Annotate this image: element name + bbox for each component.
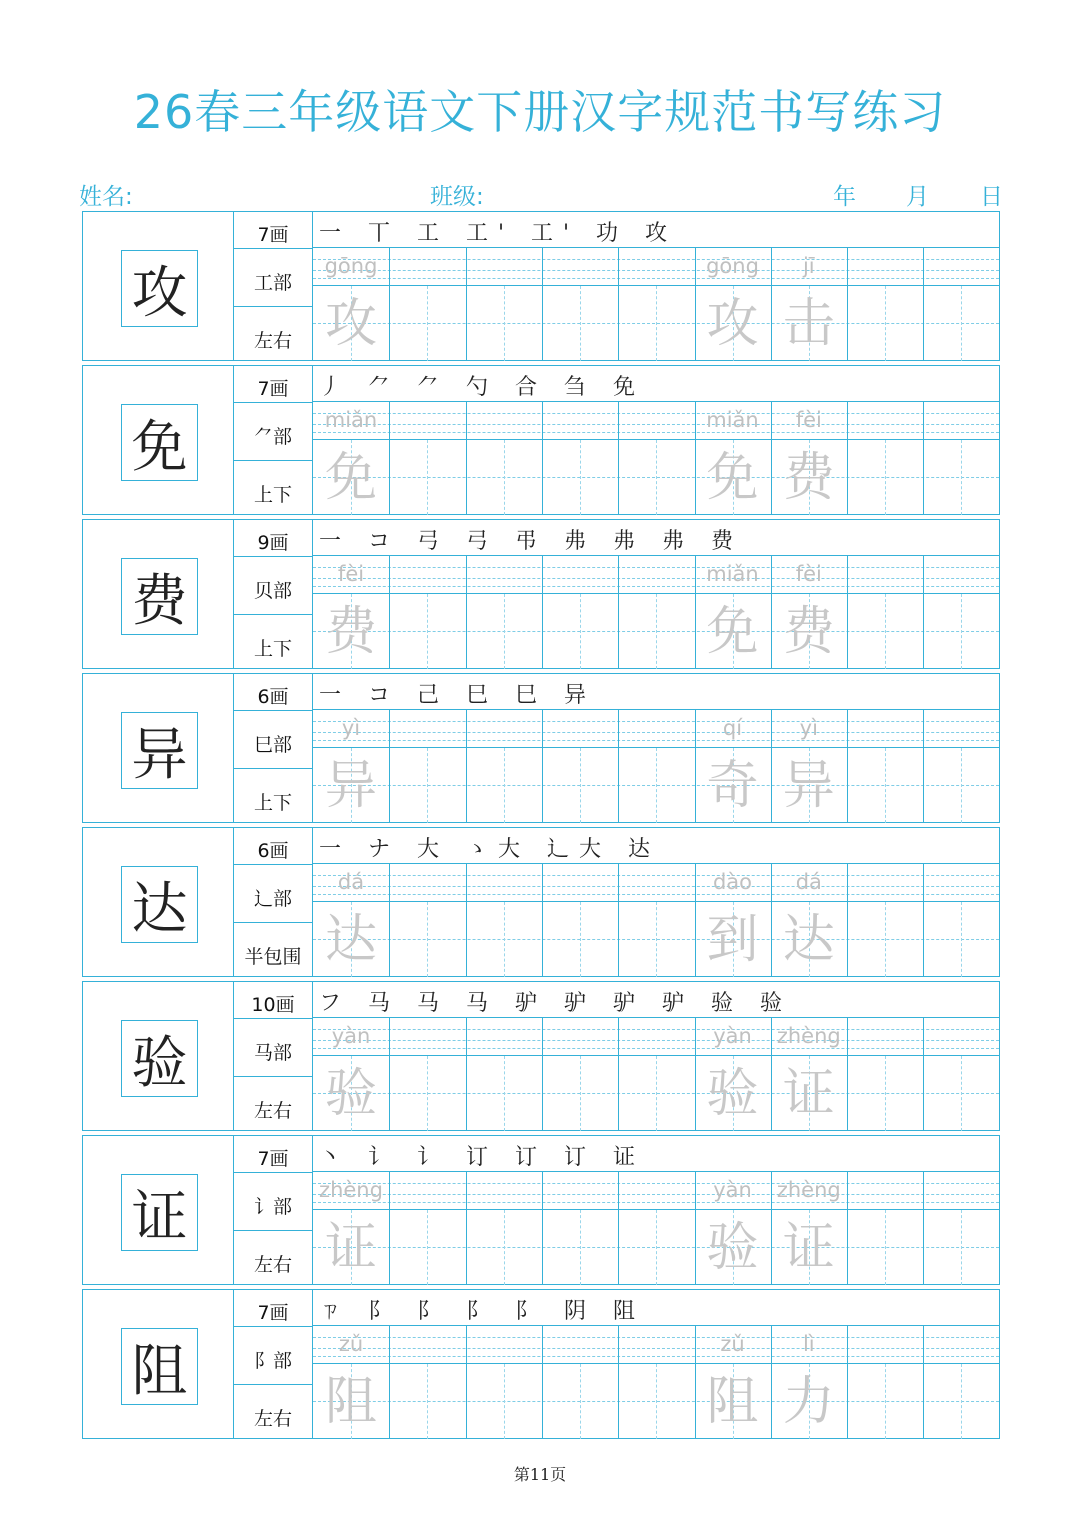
radical: 辶部 xyxy=(253,888,292,910)
stroke-count: 9画 xyxy=(257,532,289,554)
word-char-2: 击 xyxy=(782,294,835,354)
writing-grid xyxy=(312,827,1000,977)
word-pinyin-2: zhèng xyxy=(776,1024,841,1048)
stroke-count: 7画 xyxy=(257,224,289,246)
stroke-order: 丿 ⺈ ⺈ 勺 合 刍 免 xyxy=(319,374,645,400)
word-pinyin-1: dào xyxy=(712,870,753,894)
model-char: 费 xyxy=(121,558,198,635)
model-char-cell xyxy=(82,1289,234,1439)
structure: 左右 xyxy=(253,1100,292,1122)
pinyin-trace: zhèng xyxy=(319,1178,383,1202)
char-meta xyxy=(234,519,312,669)
char-trace: 费 xyxy=(324,602,377,662)
word-char-2: 费 xyxy=(782,448,835,508)
writing-grid xyxy=(312,365,1000,515)
pinyin-trace: gōng xyxy=(324,254,378,278)
radical: ⺈部 xyxy=(253,426,292,448)
char-meta xyxy=(234,981,312,1131)
char-block xyxy=(82,827,1000,979)
stroke-order: ㄗ 阝 阝 阝 阝 阴 阻 xyxy=(319,1298,645,1324)
char-block xyxy=(82,1135,1000,1287)
radical: 阝部 xyxy=(253,1350,292,1372)
word-char-2: 力 xyxy=(782,1372,835,1432)
model-char: 异 xyxy=(121,712,198,789)
stroke-count: 6画 xyxy=(257,686,289,708)
model-char: 达 xyxy=(121,866,198,943)
writing-grid xyxy=(312,1289,1000,1439)
char-trace: 阻 xyxy=(324,1372,377,1432)
name-label: 姓名: xyxy=(79,184,133,210)
model-char-cell xyxy=(82,1135,234,1285)
structure: 上下 xyxy=(253,484,292,506)
char-trace: 达 xyxy=(324,910,377,970)
stroke-order: 丶 讠 讠 订 订 订 证 xyxy=(319,1144,645,1170)
word-pinyin-1: yàn xyxy=(713,1024,752,1048)
word-char-1: 免 xyxy=(706,448,759,508)
word-char-2: 证 xyxy=(782,1218,835,1278)
model-char-cell xyxy=(82,519,234,669)
word-char-1: 免 xyxy=(706,602,759,662)
word-pinyin-2: yì xyxy=(799,716,818,740)
char-trace: 异 xyxy=(324,756,377,816)
stroke-count: 10画 xyxy=(251,994,295,1016)
radical: 工部 xyxy=(253,272,292,294)
model-char: 阻 xyxy=(121,1328,198,1405)
pinyin-trace: miǎn xyxy=(324,408,378,432)
char-meta xyxy=(234,673,312,823)
writing-grid xyxy=(312,1135,1000,1285)
char-block xyxy=(82,673,1000,825)
word-pinyin-1: gōng xyxy=(706,254,759,278)
pinyin-trace: dá xyxy=(337,870,365,894)
radical: 马部 xyxy=(253,1042,292,1064)
char-meta xyxy=(234,365,312,515)
word-char-1: 验 xyxy=(706,1218,759,1278)
page-number: 第11页 xyxy=(513,1465,567,1484)
radical: 讠部 xyxy=(253,1196,292,1218)
model-char-cell xyxy=(82,981,234,1131)
word-char-1: 奇 xyxy=(706,756,759,816)
pinyin-trace: yàn xyxy=(331,1024,371,1048)
stroke-count: 6画 xyxy=(257,840,289,862)
stroke-count: 7画 xyxy=(257,1302,289,1324)
pinyin-trace: fèi xyxy=(337,562,365,586)
word-pinyin-1: miǎn xyxy=(706,562,759,586)
word-pinyin-2: dá xyxy=(795,870,822,894)
word-char-1: 阻 xyxy=(706,1372,759,1432)
word-pinyin-1: zǔ xyxy=(720,1332,745,1356)
model-char-cell xyxy=(82,211,234,361)
word-pinyin-2: jī xyxy=(802,254,815,278)
structure: 左右 xyxy=(253,1408,292,1430)
model-char: 免 xyxy=(121,404,198,481)
page-title: 26春三年级语文下册汉字规范书写练习 xyxy=(133,85,947,139)
model-char-cell xyxy=(82,673,234,823)
char-block xyxy=(82,519,1000,671)
char-trace: 攻 xyxy=(324,294,377,354)
stroke-count: 7画 xyxy=(257,1148,289,1170)
stroke-order: 一 丅 工 工' 工' 功 攻 xyxy=(319,220,678,246)
word-char-2: 费 xyxy=(782,602,835,662)
word-char-1: 验 xyxy=(706,1064,759,1124)
word-pinyin-1: qí xyxy=(722,716,743,740)
char-meta xyxy=(234,1289,312,1439)
word-char-1: 到 xyxy=(706,910,759,970)
char-block xyxy=(82,981,1000,1133)
word-pinyin-2: fèi xyxy=(795,408,822,432)
char-trace: 免 xyxy=(324,448,377,508)
char-trace: 验 xyxy=(324,1064,377,1124)
radical: 贝部 xyxy=(253,580,292,602)
stroke-order: 一 コ 弓 弓 弔 弗 弗 弗 费 xyxy=(319,528,743,554)
writing-grid xyxy=(312,673,1000,823)
stroke-order: フ 马 马 马 驴 驴 驴 驴 验 验 xyxy=(319,990,792,1016)
pinyin-trace: zǔ xyxy=(338,1332,364,1356)
char-block xyxy=(82,211,1000,363)
pinyin-trace: yì xyxy=(341,716,361,740)
structure: 上下 xyxy=(253,792,292,814)
structure: 半包围 xyxy=(244,946,302,968)
word-pinyin-2: zhèng xyxy=(776,1178,841,1202)
structure: 左右 xyxy=(253,330,292,352)
char-block xyxy=(82,1289,1000,1441)
word-char-2: 达 xyxy=(782,910,835,970)
structure: 左右 xyxy=(253,1254,292,1276)
model-char: 攻 xyxy=(121,250,198,327)
structure: 上下 xyxy=(253,638,292,660)
day-label: 日 xyxy=(980,184,1003,210)
char-block xyxy=(82,365,1000,517)
writing-grid xyxy=(312,519,1000,669)
char-meta xyxy=(234,211,312,361)
word-pinyin-1: miǎn xyxy=(706,408,759,432)
model-char-cell xyxy=(82,365,234,515)
radical: 巳部 xyxy=(253,734,292,756)
word-char-2: 证 xyxy=(782,1064,835,1124)
word-char-2: 异 xyxy=(782,756,835,816)
writing-grid xyxy=(312,981,1000,1131)
stroke-order: 一 コ 己 巳 巳 异 xyxy=(319,682,596,708)
word-char-1: 攻 xyxy=(706,294,759,354)
model-char: 验 xyxy=(121,1020,198,1097)
char-meta xyxy=(234,827,312,977)
writing-grid xyxy=(312,211,1000,361)
char-trace: 证 xyxy=(324,1218,377,1278)
year-label: 年 xyxy=(833,184,856,210)
stroke-count: 7画 xyxy=(257,378,289,400)
word-pinyin-2: fèi xyxy=(795,562,822,586)
class-label: 班级: xyxy=(430,184,484,210)
word-pinyin-1: yàn xyxy=(713,1178,752,1202)
char-meta xyxy=(234,1135,312,1285)
model-char: 证 xyxy=(121,1174,198,1251)
stroke-order: 一 ナ 大 ゝ大 辶大 达 xyxy=(319,836,660,862)
word-pinyin-2: lì xyxy=(802,1332,815,1356)
month-label: 月 xyxy=(906,184,929,210)
model-char-cell xyxy=(82,827,234,977)
